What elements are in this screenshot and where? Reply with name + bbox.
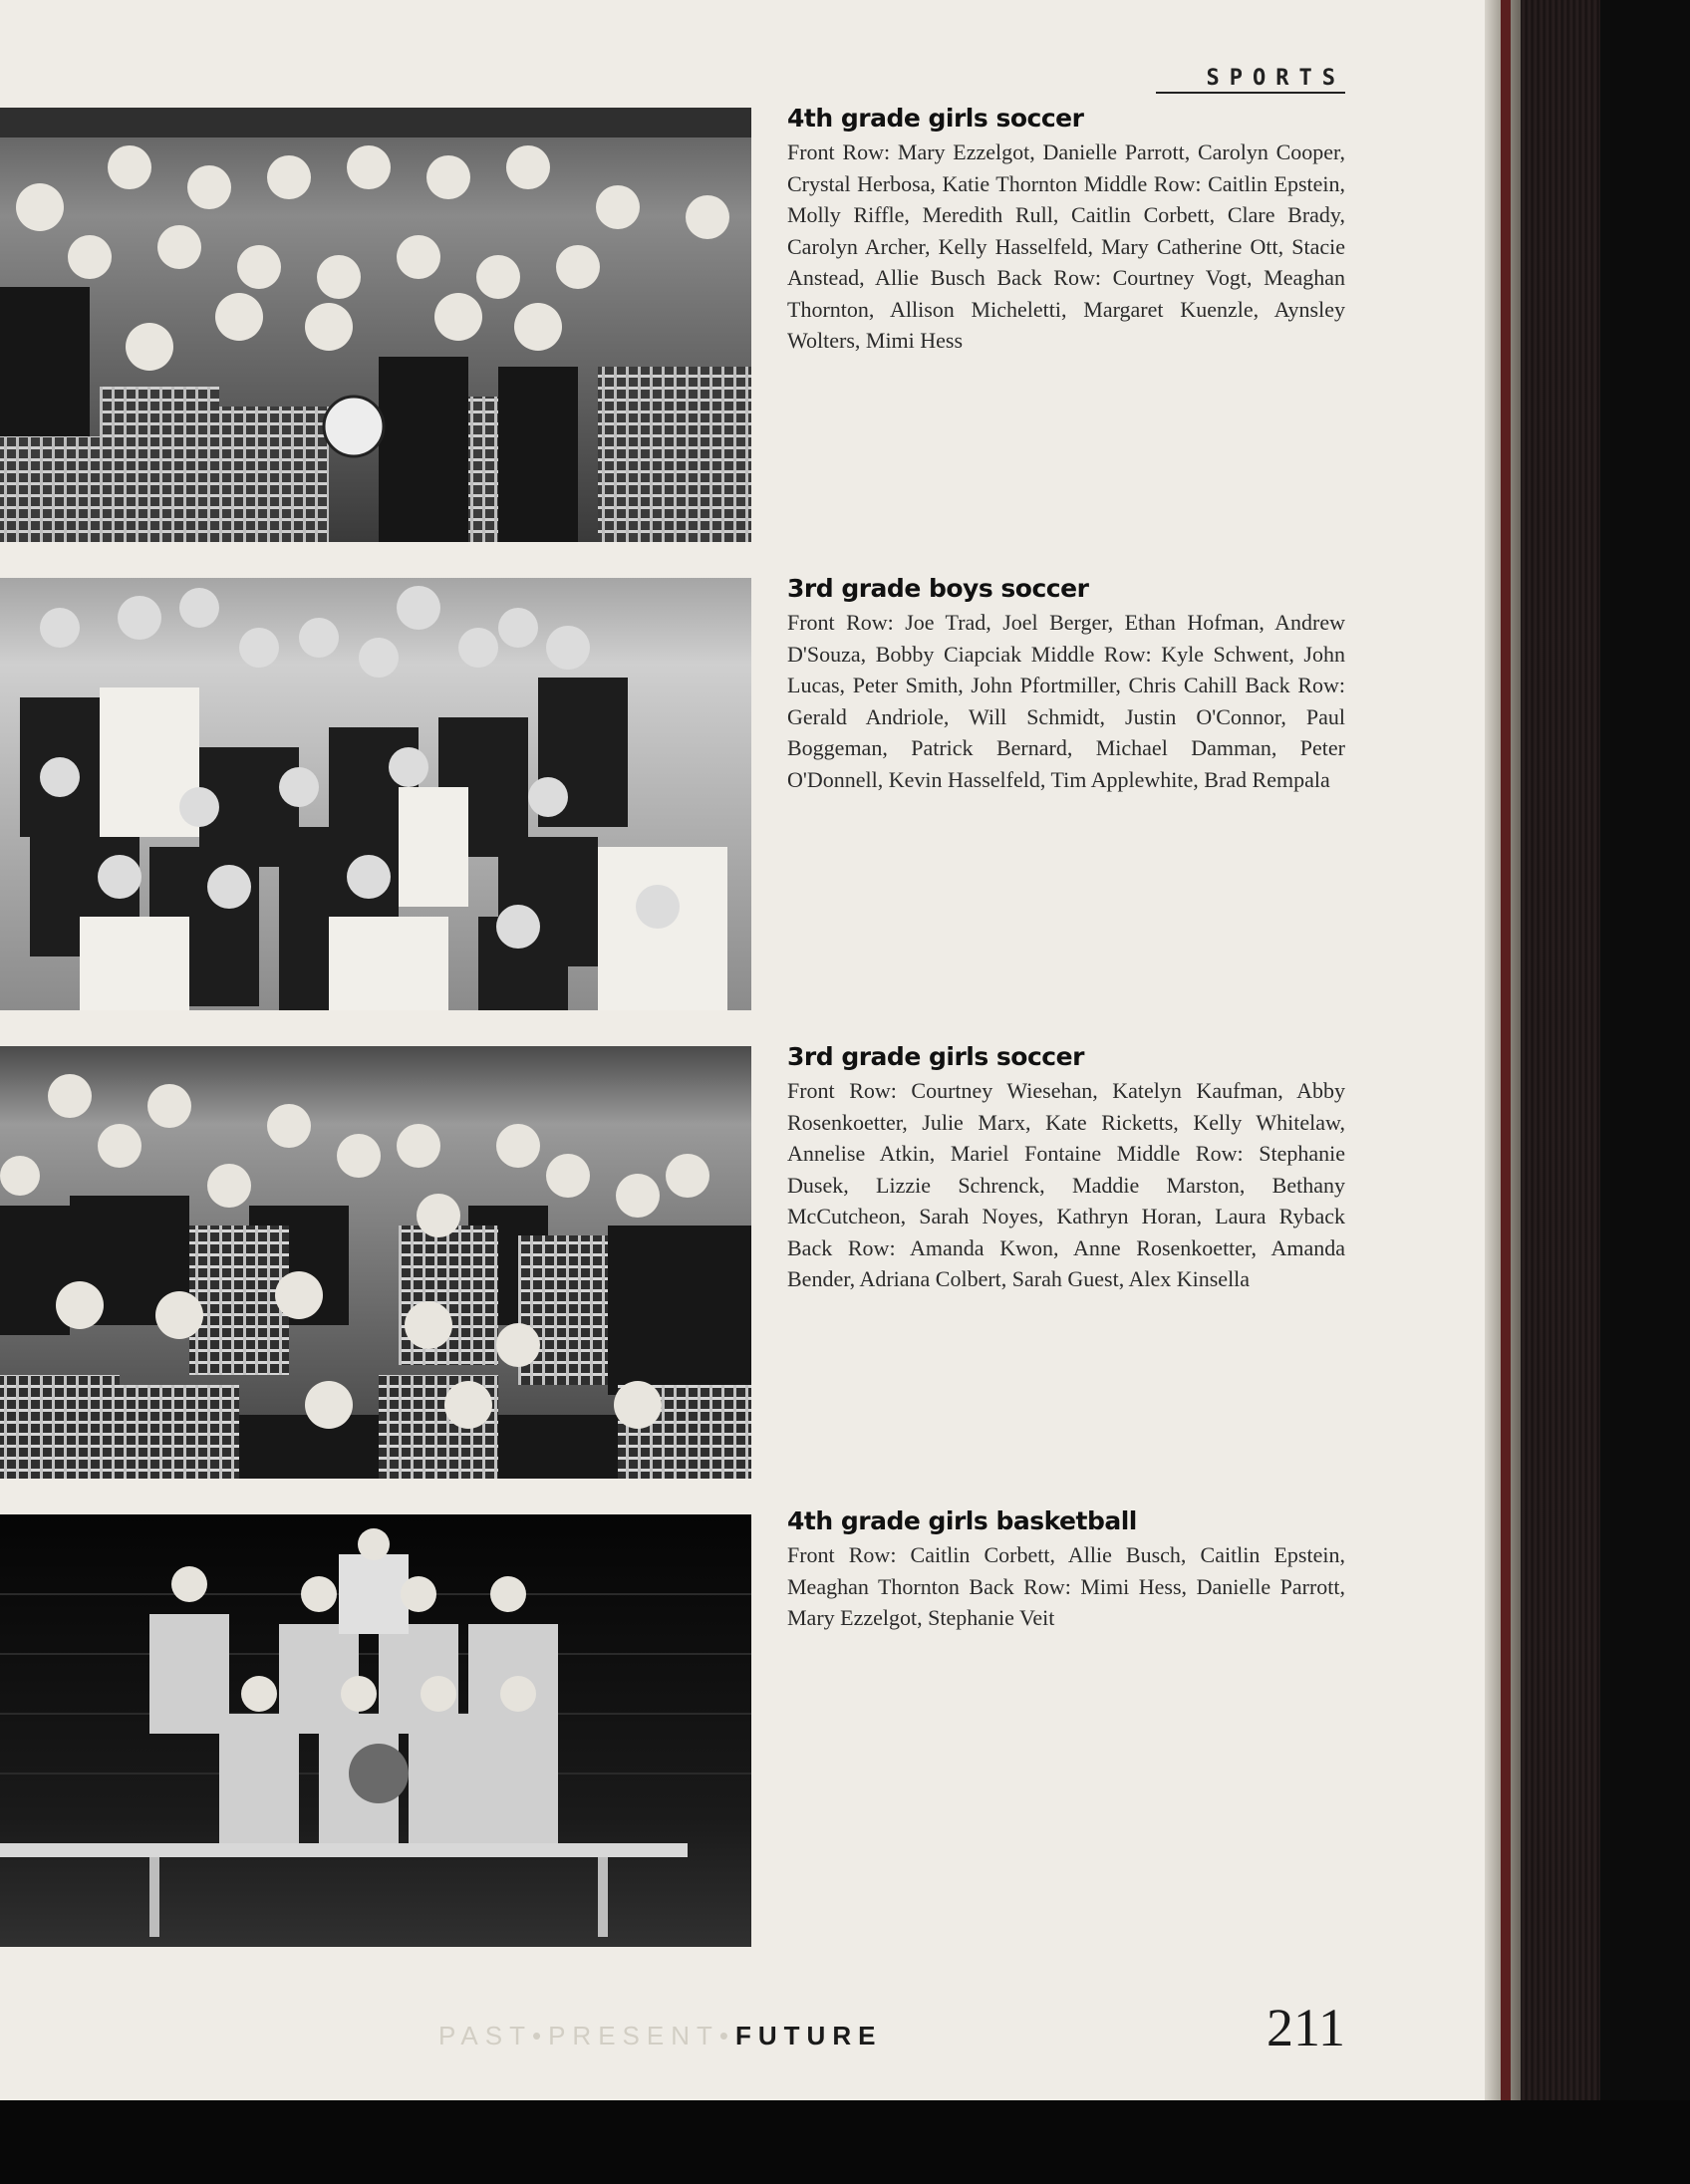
team-roster: Front Row: Courtney Wiesehan, Katelyn Kaufman, Abby Rosenkoetter, Julie Marx, Kate Ricketts, Kelly Whitelaw, Annelise Atkin, Mariel Fontaine Middle Row: Stephanie Dusek, Lizzie Schrenck, Maddie Marston, Bethany McCutcheon, Sarah Noyes, Kathryn Horan, Laura Ryback Back Row: Amanda Kwon, Anne Rosenkoetter, Amanda Bender, Adriana Colbert, Sarah Guest, Alex Kinsella <box>787 1078 1345 1291</box>
caption-4th-girls-soccer <box>787 104 1345 357</box>
caption-3rd-girls-soccer <box>787 1042 1345 1295</box>
tagline-separator: • <box>718 2021 736 2050</box>
book-binding <box>1521 0 1600 2100</box>
footer-tagline <box>438 2021 882 2051</box>
team-photo-4th-girls-basketball <box>0 1514 751 1947</box>
team-title: 3rd grade boys soccer <box>787 574 1089 603</box>
team-title: 3rd grade girls soccer <box>787 1042 1084 1071</box>
tagline-future: FUTURE <box>735 2021 883 2050</box>
team-title: 4th grade girls soccer <box>787 104 1084 133</box>
page-number: 211 <box>1267 1998 1345 2057</box>
team-roster: Front Row: Mary Ezzelgot, Danielle Parrott, Carolyn Cooper, Crystal Herbosa, Katie Thornton Middle Row: Caitlin Epstein, Molly Riffle, Meredith Rull, Caitlin Corbett, Clare Brady, Carolyn Archer, Kelly Hasselfeld, Mary Catherine Ott, Stacie Anstead, Allie Busch Back Row: Courtney Vogt, Meaghan Thornton, Allison Micheletti, Margaret Kuenzle, Aynsley Wolters, Mimi Hess <box>787 139 1345 353</box>
caption-4th-girls-basketball <box>787 1506 1345 1634</box>
section-header: SPORTS <box>1156 66 1345 94</box>
caption-3rd-boys-soccer <box>787 574 1345 795</box>
tagline-past: PAST <box>438 2021 532 2050</box>
scan-background <box>0 2100 1690 2184</box>
team-title: 4th grade girls basketball <box>787 1506 1137 1535</box>
tagline-separator: • <box>531 2021 549 2050</box>
team-roster: Front Row: Joe Trad, Joel Berger, Ethan Hofman, Andrew D'Souza, Bobby Ciapciak Middle Row: Kyle Schwent, John Lucas, Peter Smith, John Pfortmiller, Chris Cahill Back Row: Gerald Andriole, Will Schmidt, Justin O'Connor, Paul Boggeman, Patrick Bernard, Michael Damman, Peter O'Donnell, Kevin Hasselfeld, Tim Applewhite, Brad Rempala <box>787 610 1345 792</box>
tagline-present: PRESENT <box>548 2021 719 2050</box>
team-photo-4th-girls-soccer <box>0 108 751 542</box>
team-photo-3rd-boys-soccer <box>0 578 751 1010</box>
binding-edge <box>1501 0 1511 2100</box>
team-roster: Front Row: Caitlin Corbett, Allie Busch, Caitlin Epstein, Meaghan Thornton Back Row: Mimi Hess, Danielle Parrott, Mary Ezzelgot, Stephanie Veit <box>787 1542 1345 1630</box>
team-photo-3rd-girls-soccer <box>0 1046 751 1479</box>
